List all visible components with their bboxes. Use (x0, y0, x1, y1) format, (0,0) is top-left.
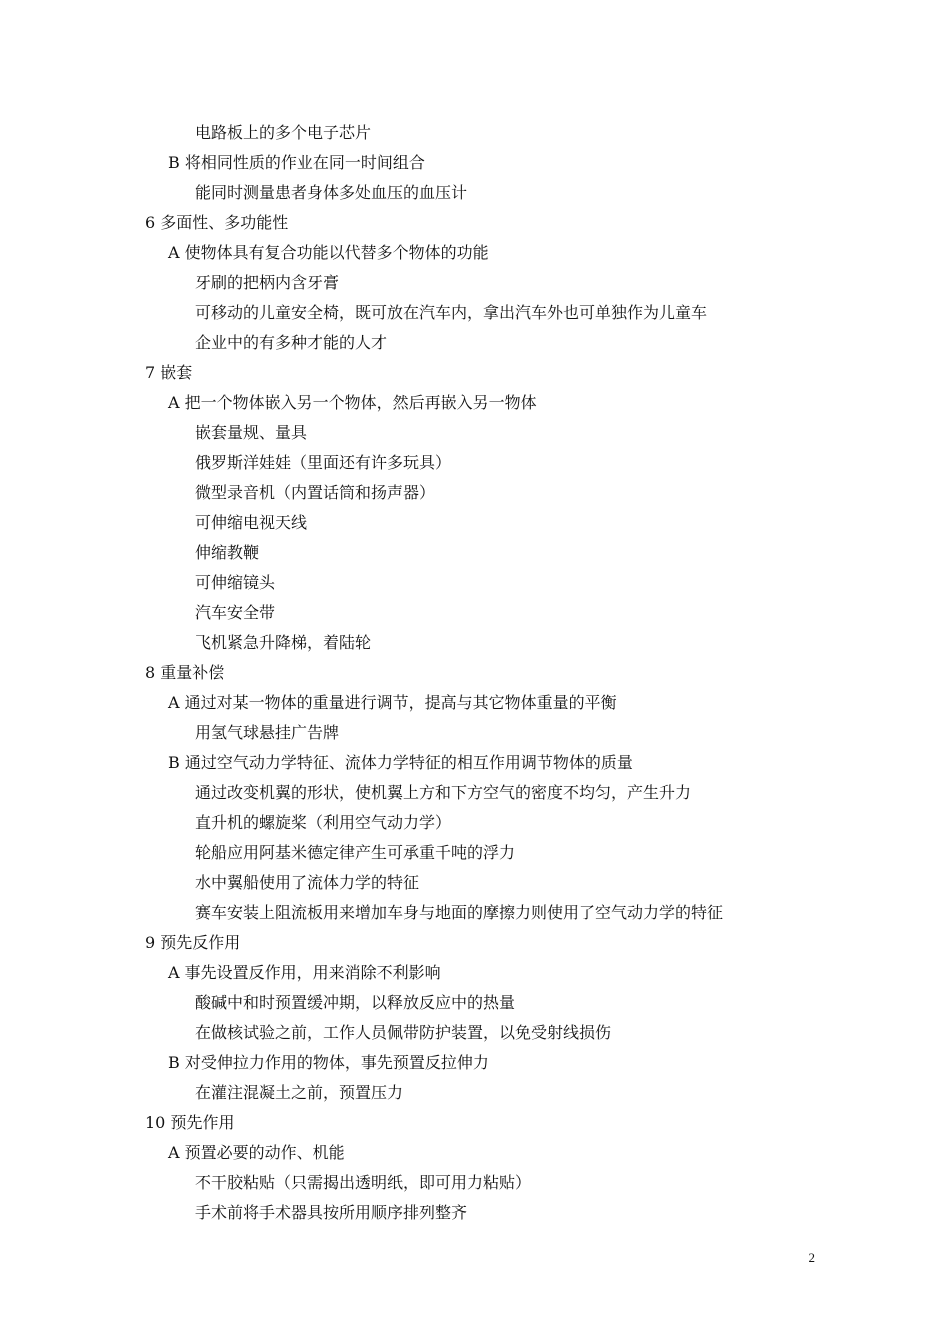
example-item: 在灌注混凝土之前，预置压力 (195, 1083, 404, 1102)
principle-item: A 通过对某一物体的重量进行调节，提高与其它物体重量的平衡 (168, 693, 617, 712)
example-item: 牙刷的把柄内含牙膏 (195, 273, 340, 292)
page-number: 2 (808, 1250, 815, 1265)
example-item: 微型录音机（内置话筒和扬声器） (195, 483, 436, 502)
example-item: 可伸缩镜头 (195, 573, 276, 592)
example-item: 飞机紧急升降梯，着陆轮 (195, 633, 372, 652)
section-heading: 8 重量补偿 (145, 663, 225, 682)
principle-item: B 将相同性质的作业在同一时间组合 (168, 153, 425, 172)
example-item: 直升机的螺旋桨（利用空气动力学） (195, 813, 452, 832)
example-item: 手术前将手术器具按所用顺序排列整齐 (195, 1203, 468, 1222)
example-item: 汽车安全带 (195, 603, 276, 622)
section-heading: 9 预先反作用 (145, 933, 241, 952)
example-item: 酸碱中和时预置缓冲期，以释放反应中的热量 (195, 993, 516, 1012)
principle-item: A 把一个物体嵌入另一个物体，然后再嵌入另一物体 (168, 393, 537, 412)
principle-item: A 事先设置反作用，用来消除不利影响 (168, 963, 441, 982)
example-item: 在做核试验之前，工作人员佩带防护装置，以免受射线损伤 (195, 1023, 612, 1042)
example-item: 用氢气球悬挂广告牌 (195, 723, 340, 742)
principle-item: B 通过空气动力学特征、流体力学特征的相互作用调节物体的质量 (168, 753, 633, 772)
example-item: 水中翼船使用了流体力学的特征 (195, 873, 420, 892)
example-item: 俄罗斯洋娃娃（里面还有许多玩具） (195, 453, 452, 472)
section-heading: 7 嵌套 (145, 363, 193, 382)
section-heading: 10 预先作用 (145, 1113, 235, 1132)
example-item: 电路板上的多个电子芯片 (195, 123, 372, 142)
section-heading: 6 多面性、多功能性 (145, 213, 289, 232)
document-body (0, 118, 950, 1228)
principle-item: A 使物体具有复合功能以代替多个物体的功能 (168, 243, 489, 262)
principle-item: B 对受伸拉力作用的物体，事先预置反拉伸力 (168, 1053, 489, 1072)
example-item: 企业中的有多种才能的人才 (195, 333, 388, 352)
example-item: 能同时测量患者身体多处血压的血压计 (195, 183, 468, 202)
example-item: 嵌套量规、量具 (195, 423, 308, 442)
principle-item: A 预置必要的动作、机能 (168, 1143, 345, 1162)
example-item: 通过改变机翼的形状，使机翼上方和下方空气的密度不均匀，产生升力 (195, 783, 692, 802)
example-item: 可移动的儿童安全椅，既可放在汽车内，拿出汽车外也可单独作为儿童车 (195, 303, 708, 322)
example-item: 轮船应用阿基米德定律产生可承重千吨的浮力 (195, 843, 516, 862)
example-item: 赛车安装上阻流板用来增加车身与地面的摩擦力则使用了空气动力学的特征 (195, 903, 724, 922)
example-item: 可伸缩电视天线 (195, 513, 308, 532)
example-item: 不干胶粘贴（只需揭出透明纸，即可用力粘贴） (195, 1173, 532, 1192)
example-item: 伸缩教鞭 (195, 543, 260, 562)
